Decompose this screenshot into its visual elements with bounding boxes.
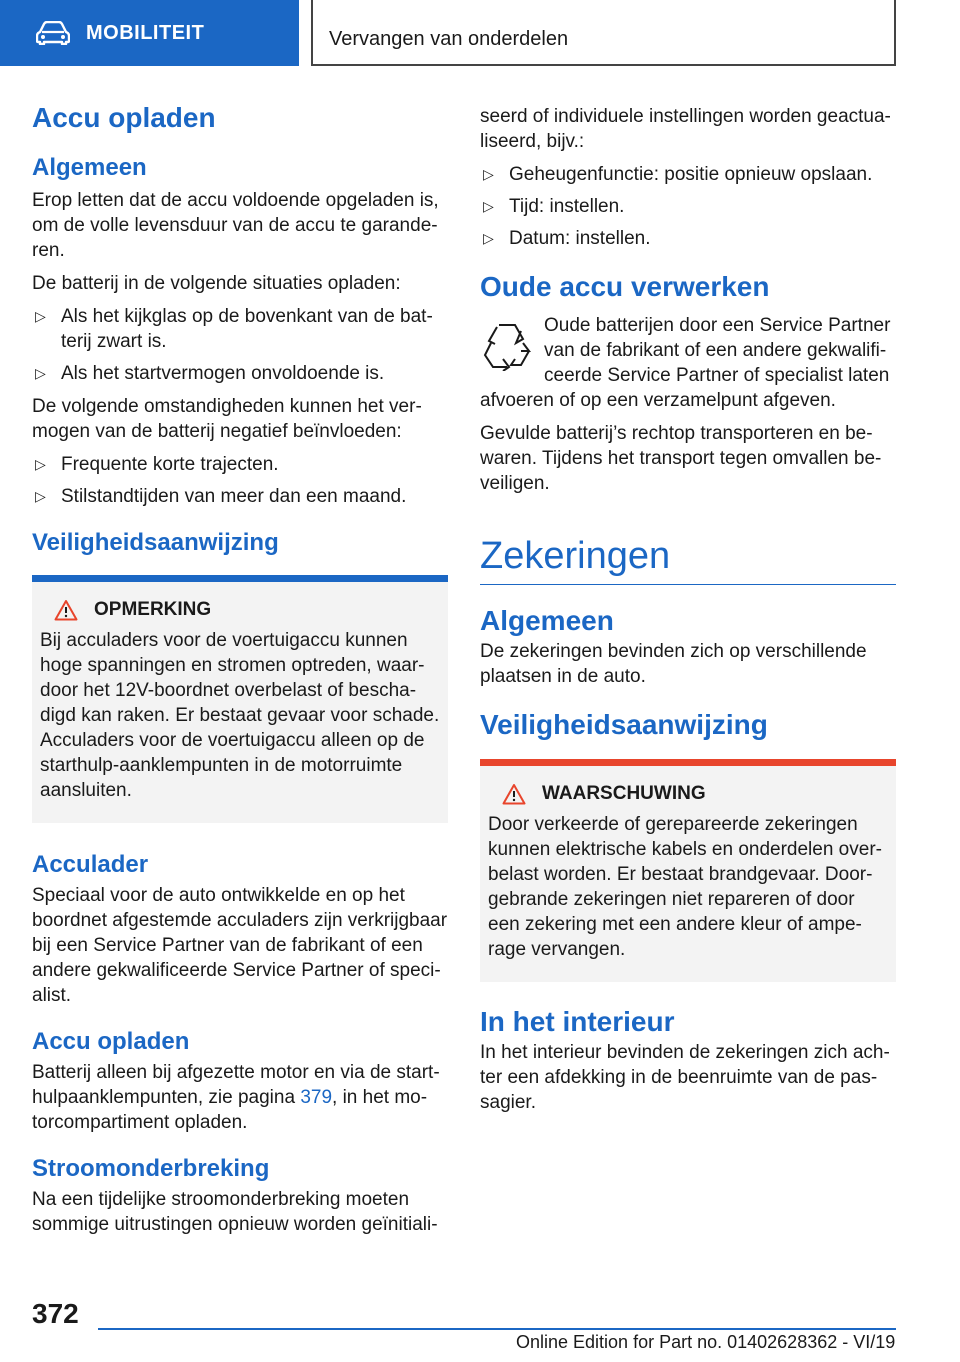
list-item: ▷ Stilstandtijden van meer dan een maand.: [35, 486, 407, 507]
chapter-tab[interactable]: [0, 0, 299, 66]
reset-list: [480, 162, 896, 251]
notice-bar: [32, 575, 448, 582]
triangle-bullet-icon: ▷: [35, 308, 46, 324]
paragraph: Erop letten dat de accu voldoende opgeladen is, om de volle levensduur van de accu te garande-ren.: [32, 190, 439, 261]
footer-divider: [98, 1328, 896, 1330]
heading-interieur: In het interieur: [480, 1006, 675, 1037]
recycle-block: [480, 313, 896, 421]
paragraph: De volgende omstandigheden kunnen het ver-mogen van de batterij negatief beïnvloeden:: [32, 396, 422, 442]
heading-oude-accu: Oude accu verwerken: [480, 271, 770, 302]
triangle-bullet-icon: ▷: [483, 198, 494, 214]
list-item: ▷ Datum: instellen.: [483, 228, 651, 249]
heading-z-algemeen: Algemeen: [480, 605, 614, 636]
triangle-bullet-icon: ▷: [35, 488, 46, 504]
warning-text: Door verkeerde of gerepareerde zekeringen kunnen elektrische kabels en onderdelen over-belast worden. Er bestaat brandgevaar. Door-gebrande zekeringen niet repareren of door een zekering met een andere kleur of ampe-rage vervangen.: [488, 814, 882, 960]
edition-text: Online Edition for Part no. 01402628362 - VI/19: [516, 1332, 896, 1352]
paragraph: In het interieur bevinden de zekeringen zich ach-ter een afdekking in de beenruimte van de pas-sagier.: [480, 1042, 890, 1113]
heading-algemeen: Algemeen: [32, 154, 147, 181]
warning-box: [480, 759, 896, 982]
heading-accu-opladen: Accu opladen: [32, 102, 216, 133]
paragraph: Na een tijdelijke stroomonderbreking moeten sommige uitrustingen opnieuw worden geïnitiali-: [32, 1189, 438, 1235]
chapter-label: MOBILITEIT: [86, 21, 205, 44]
notice-text: Bij acculaders voor de voertuigaccu kunnen hoge spanningen en stromen optreden, waar-door het 12V-boordnet overbelast of bescha-digd kan raken. Er bestaat gevaar voor schade. Acculaders voor de voertuigaccu alleen op de starthulp-aanklempunten in de motorruimte aansluiten.: [40, 630, 440, 801]
section-title: Vervangen van onderdelen: [311, 0, 896, 66]
heading-stroomonderbreking: Stroomonderbreking: [32, 1155, 270, 1182]
triangle-bullet-icon: ▷: [35, 365, 46, 381]
triangle-bullet-icon: ▷: [35, 456, 46, 472]
list-item: ▷ Tijd: instellen.: [483, 196, 625, 217]
warning-triangle-icon: [54, 599, 78, 621]
list-item: ▷ Frequente korte trajecten.: [35, 454, 279, 475]
circumstances-list: [32, 452, 448, 509]
left-column: [32, 100, 448, 1245]
car-icon: [36, 21, 70, 45]
heading-veiligheidsaanwijzing: Veiligheidsaanwijzing: [32, 529, 279, 556]
list-item: ▷ Geheugenfunctie: positie opnieuw opslaan.: [483, 164, 873, 185]
paragraph: Speciaal voor de auto ontwikkelde en op het boordnet afgestemde acculaders zijn verkrijgbaar bij een Service Partner van de fabrikant of een andere gekwalificeerde Service Partner of speci-alist.: [32, 885, 448, 1006]
warning-bar: [480, 759, 896, 766]
heading-accu-opladen-2: Accu opladen: [32, 1028, 190, 1055]
list-item: ▷ Als het startvermogen onvoldoende is.: [35, 363, 385, 384]
paragraph: Oude batterijen door een Service Partner van de fabrikant of een andere gekwalifi-ceerde Service Partner of specialist laten afvoeren of op een verzamelpunt afgeven.: [480, 315, 891, 411]
paragraph: Gevulde batterij’s rechtop transporteren en be-waren. Tijdens het transport tegen omvallen be-veiligen.: [480, 423, 882, 494]
paragraph: De batterij in de volgende situaties opladen:: [32, 273, 401, 294]
recycle-icon: [482, 319, 532, 371]
situations-list: [32, 304, 448, 386]
heading-zekeringen: Zekeringen: [480, 532, 896, 585]
paragraph: Batterij alleen bij afgezette motor en via de start-hulpaanklempunten, zie pagina 379, in het mo-torcompartiment opladen.: [32, 1062, 440, 1133]
list-item: ▷ Als het kijkglas op de bovenkant van de bat-terij zwart is.: [35, 306, 433, 352]
heading-z-veiligheidsaanwijzing: Veiligheidsaanwijzing: [480, 709, 768, 740]
page-link[interactable]: 379: [300, 1087, 333, 1108]
notice-box: [32, 575, 448, 823]
warning-label: WAARSCHUWING: [542, 783, 706, 804]
heading-acculader: Acculader: [32, 851, 149, 878]
right-column: [480, 104, 896, 1123]
warning-triangle-icon: [502, 783, 526, 805]
paragraph: seerd of individuele instellingen worden geactua-liseerd, bijv.:: [480, 106, 891, 152]
page-number: 372: [32, 1298, 79, 1329]
triangle-bullet-icon: ▷: [483, 230, 494, 246]
notice-label: OPMERKING: [94, 599, 212, 620]
triangle-bullet-icon: ▷: [483, 166, 494, 182]
paragraph: De zekeringen bevinden zich op verschillende plaatsen in de auto.: [480, 641, 867, 687]
